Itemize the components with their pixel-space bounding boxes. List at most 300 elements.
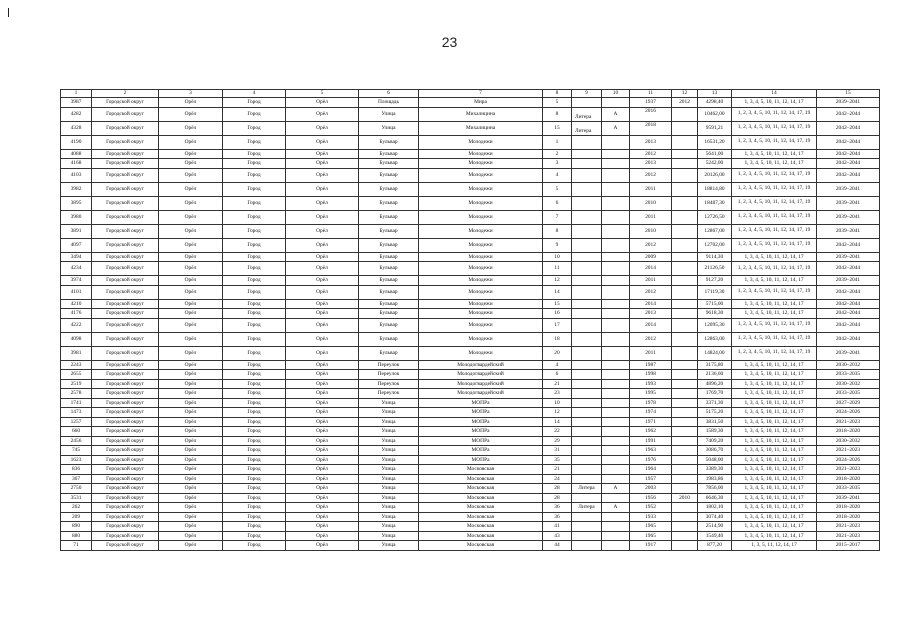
cell-street-type: Улица (359, 408, 419, 418)
cell-municipality-name: Орёл (159, 474, 223, 484)
cell-letter-label: Литера (572, 503, 602, 513)
cell-repair-period: 2042–2044 (817, 332, 880, 346)
cell-house-number: 2 (543, 149, 572, 159)
cell-repair-period: 2039–2041 (817, 210, 880, 224)
cell-settlement-name: Орёл (286, 182, 359, 196)
cell-record-id: 4168 (61, 159, 92, 169)
cell-street-type: Улица (359, 121, 419, 135)
cell-settlement-type: Город (223, 465, 286, 475)
cell-municipality-type: Городской округ (92, 121, 159, 135)
cell-work-types: 1, 3, 4, 5, 10, 11, 12, 14, 17 (732, 493, 817, 503)
column-header: 5 (286, 90, 359, 98)
cell-total-area: 18814,80 (698, 182, 732, 196)
cell-municipality-name: Орёл (159, 484, 223, 494)
cell-reconstruction-year (672, 379, 698, 389)
cell-municipality-name: Орёл (159, 168, 223, 182)
cell-settlement-type: Город (223, 522, 286, 532)
cell-settlement-type: Город (223, 149, 286, 159)
cell-street-type: Улица (359, 484, 419, 494)
cell-reconstruction-year (672, 262, 698, 276)
cell-municipality-name: Орёл (159, 107, 223, 121)
cell-repair-period: 2042–2044 (817, 262, 880, 276)
cell-work-types: 1, 2, 3, 4, 5, 10, 11, 12, 14, 17, 19 (732, 168, 817, 182)
cell-municipality-name: Орёл (159, 299, 223, 309)
cell-house-number: 4 (543, 360, 572, 370)
cell-municipality-type: Городской округ (92, 503, 159, 513)
cell-municipality-name: Орёл (159, 522, 223, 532)
cell-house-number: 15 (543, 121, 572, 135)
cell-letter-value: А (602, 503, 630, 513)
cell-total-area: 3371,30 (698, 398, 732, 408)
cell-letter-label (572, 276, 602, 286)
cell-work-types: 1, 3, 4, 5, 10, 11, 12, 14, 17 (732, 370, 817, 380)
cell-total-area: 9127,20 (698, 276, 732, 286)
cell-total-area: 1549,40 (698, 531, 732, 541)
housing-registry-table (60, 89, 880, 551)
cell-total-area: 5715,00 (698, 299, 732, 309)
cell-street-name: МОПРа (419, 436, 543, 446)
cell-house-number: 43 (543, 531, 572, 541)
cell-street-name: Молодежи (419, 309, 543, 319)
cell-settlement-name: Орёл (286, 262, 359, 276)
cell-total-area: 5175,20 (698, 408, 732, 418)
cell-work-types: 1, 3, 4, 5, 10, 11, 12, 14, 17 (732, 408, 817, 418)
cell-total-area: 3074,40 (698, 512, 732, 522)
cell-letter-value (602, 493, 630, 503)
cell-municipality-type: Городской округ (92, 196, 159, 210)
cell-letter-label (572, 360, 602, 370)
cell-build-year: 1991 (630, 436, 672, 446)
cell-house-number: 31 (543, 446, 572, 456)
cell-municipality-type: Городской округ (92, 238, 159, 252)
cell-work-types: 1, 2, 3, 4, 5, 10, 11, 12, 14, 17, 19 (732, 238, 817, 252)
cell-record-id: 4328 (61, 121, 92, 135)
table-row (61, 346, 880, 360)
cell-reconstruction-year (672, 210, 698, 224)
cell-build-year: 1962 (630, 427, 672, 437)
cell-reconstruction-year (672, 299, 698, 309)
cell-build-year: 2011 (630, 276, 672, 286)
cell-municipality-type: Городской округ (92, 455, 159, 465)
cell-work-types: 1, 3, 4, 5, 10, 11, 12, 14, 17 (732, 149, 817, 159)
cell-street-name: Молодежи (419, 182, 543, 196)
table-row (61, 210, 880, 224)
cell-work-types: 1, 3, 4, 5, 10, 11, 12, 14, 17 (732, 474, 817, 484)
cell-house-number: 16 (543, 309, 572, 319)
cell-letter-value (602, 285, 630, 299)
cell-reconstruction-year (672, 346, 698, 360)
cell-work-types: 1, 3, 4, 5, 10, 11, 12, 14, 17 (732, 417, 817, 427)
cell-work-types: 1, 3, 4, 5, 10, 11, 12, 14, 17 (732, 360, 817, 370)
cell-settlement-type: Город (223, 417, 286, 427)
cell-record-id: 367 (61, 474, 92, 484)
cell-letter-label (572, 379, 602, 389)
cell-letter-value (602, 182, 630, 196)
column-header: 11 (630, 90, 672, 98)
cell-settlement-type: Город (223, 252, 286, 262)
cell-settlement-type: Город (223, 370, 286, 380)
cell-street-type: Улица (359, 455, 419, 465)
cell-municipality-type: Городской округ (92, 484, 159, 494)
table-row (61, 455, 880, 465)
table-row (61, 512, 880, 522)
table-row (61, 262, 880, 276)
cell-total-area: 5048,00 (698, 455, 732, 465)
cell-total-area: 9114,30 (698, 252, 732, 262)
cell-reconstruction-year (672, 455, 698, 465)
cell-municipality-name: Орёл (159, 224, 223, 238)
cell-settlement-name: Орёл (286, 455, 359, 465)
cell-settlement-name: Орёл (286, 276, 359, 286)
table-row (61, 436, 880, 446)
cell-repair-period: 2039–2041 (817, 98, 880, 108)
cell-letter-label (572, 531, 602, 541)
cell-street-type: Бульвар (359, 224, 419, 238)
cell-settlement-name: Орёл (286, 370, 359, 380)
cell-settlement-type: Город (223, 398, 286, 408)
cell-record-id: 3494 (61, 252, 92, 262)
cell-repair-period: 2021–2023 (817, 465, 880, 475)
cell-build-year: 1971 (630, 417, 672, 427)
cell-letter-label (572, 541, 602, 551)
cell-build-year: 2012 (630, 332, 672, 346)
cell-settlement-name: Орёл (286, 484, 359, 494)
cell-total-area: 3175,80 (698, 360, 732, 370)
cell-settlement-name: Орёл (286, 531, 359, 541)
cell-total-area: 5242,00 (698, 159, 732, 169)
cell-letter-label (572, 299, 602, 309)
cell-municipality-type: Городской округ (92, 149, 159, 159)
cell-total-area: 3389,30 (698, 465, 732, 475)
cell-street-type: Бульвар (359, 168, 419, 182)
cell-street-name: Молодежи (419, 168, 543, 182)
cell-build-year: 1995 (630, 389, 672, 399)
cell-letter-value (602, 389, 630, 399)
cell-total-area: 1983,86 (698, 474, 732, 484)
cell-reconstruction-year (672, 417, 698, 427)
cell-settlement-name: Орёл (286, 541, 359, 551)
table-row (61, 417, 880, 427)
cell-reconstruction-year (672, 522, 698, 532)
cell-settlement-name: Орёл (286, 210, 359, 224)
cell-settlement-type: Город (223, 455, 286, 465)
cell-municipality-type: Городской округ (92, 309, 159, 319)
cell-total-area: 12863,00 (698, 332, 732, 346)
cell-settlement-type: Город (223, 318, 286, 332)
cell-municipality-name: Орёл (159, 531, 223, 541)
cell-street-type: Улица (359, 512, 419, 522)
cell-reconstruction-year (672, 107, 698, 121)
cell-street-name: МОПРа (419, 417, 543, 427)
cell-house-number: 3 (543, 159, 572, 169)
cell-record-id: 2243 (61, 360, 92, 370)
cell-letter-value (602, 370, 630, 380)
cell-municipality-type: Городской округ (92, 318, 159, 332)
cell-street-type: Бульвар (359, 149, 419, 159)
cell-house-number: 23 (543, 389, 572, 399)
cell-reconstruction-year (672, 121, 698, 135)
cell-municipality-name: Орёл (159, 346, 223, 360)
cell-record-id: 3982 (61, 182, 92, 196)
cell-build-year: 2016 (630, 107, 672, 121)
cell-municipality-name: Орёл (159, 98, 223, 108)
table-row (61, 224, 880, 238)
cell-house-number: 21 (543, 465, 572, 475)
header-row (61, 90, 880, 98)
cell-house-number: 9 (543, 238, 572, 252)
cell-reconstruction-year: 2010 (672, 493, 698, 503)
cell-settlement-name: Орёл (286, 408, 359, 418)
cell-municipality-name: Орёл (159, 360, 223, 370)
cell-municipality-name: Орёл (159, 121, 223, 135)
cell-street-name: Молодогвардейский (419, 360, 543, 370)
table-row (61, 107, 880, 121)
cell-street-type: Улица (359, 503, 419, 513)
cell-letter-label (572, 522, 602, 532)
column-header: 7 (419, 90, 543, 98)
cell-work-types: 1, 2, 3, 4, 5, 10, 11, 12, 14, 17, 19 (732, 107, 817, 121)
cell-repair-period: 2018–2020 (817, 427, 880, 437)
cell-municipality-type: Городской округ (92, 427, 159, 437)
cell-house-number: 10 (543, 398, 572, 408)
cell-work-types: 1, 2, 3, 4, 5, 10, 11, 12, 14, 17, 19 (732, 332, 817, 346)
cell-street-type: Бульвар (359, 318, 419, 332)
cell-record-id: 2750 (61, 484, 92, 494)
cell-work-types: 1, 2, 3, 4, 5, 10, 11, 12, 14, 17, 19 (732, 121, 817, 135)
cell-street-type: Бульвар (359, 182, 419, 196)
table-row (61, 168, 880, 182)
cell-work-types: 1, 2, 3, 4, 5, 10, 11, 12, 14, 17, 19 (732, 224, 817, 238)
table-row (61, 370, 880, 380)
cell-repair-period: 2042–2044 (817, 299, 880, 309)
cell-street-name: Михалицина (419, 107, 543, 121)
cell-reconstruction-year (672, 238, 698, 252)
cell-letter-label (572, 346, 602, 360)
cell-municipality-name: Орёл (159, 512, 223, 522)
cell-house-number: 14 (543, 417, 572, 427)
cell-house-number: 6 (543, 196, 572, 210)
table-row (61, 360, 880, 370)
cell-municipality-type: Городской округ (92, 531, 159, 541)
cell-letter-value (602, 276, 630, 286)
cell-street-type: Бульвар (359, 299, 419, 309)
cell-settlement-type: Город (223, 512, 286, 522)
column-header: 9 (572, 90, 602, 98)
cell-letter-value (602, 531, 630, 541)
cell-municipality-type: Городской округ (92, 370, 159, 380)
cell-house-number: 5 (543, 182, 572, 196)
cell-reconstruction-year (672, 541, 698, 551)
cell-house-number: 8 (543, 107, 572, 121)
cell-street-name: Молодежи (419, 159, 543, 169)
cell-build-year: 1952 (630, 503, 672, 513)
cell-street-type: Улица (359, 107, 419, 121)
cell-street-type: Бульвар (359, 238, 419, 252)
cell-letter-label (572, 446, 602, 456)
cell-municipality-type: Городской округ (92, 182, 159, 196)
cell-settlement-type: Город (223, 493, 286, 503)
cell-reconstruction-year (672, 135, 698, 149)
cell-municipality-type: Городской округ (92, 262, 159, 276)
cell-repair-period: 2021–2023 (817, 522, 880, 532)
cell-repair-period: 2030–2032 (817, 379, 880, 389)
cell-build-year: 2013 (630, 309, 672, 319)
cell-build-year: 1976 (630, 455, 672, 465)
cell-record-id: 71 (61, 541, 92, 551)
cell-repair-period: 2018–2020 (817, 512, 880, 522)
cell-settlement-name: Орёл (286, 285, 359, 299)
cell-work-types: 1, 3, 4, 5, 10, 11, 12, 14, 17 (732, 446, 817, 456)
cell-house-number: 28 (543, 484, 572, 494)
cell-work-types: 1, 3, 4, 5, 10, 11, 12, 14, 17 (732, 522, 817, 532)
table-row (61, 121, 880, 135)
cell-work-types: 1, 3, 4, 5, 10, 11, 12, 14, 17 (732, 398, 817, 408)
column-header: 3 (159, 90, 223, 98)
cell-build-year: 1965 (630, 522, 672, 532)
cell-repair-period: 2039–2041 (817, 252, 880, 262)
cell-total-area: 3086,70 (698, 446, 732, 456)
cell-record-id: 880 (61, 531, 92, 541)
cell-settlement-type: Город (223, 262, 286, 276)
cell-municipality-type: Городской округ (92, 417, 159, 427)
cell-street-type: Бульвар (359, 276, 419, 286)
cell-letter-label (572, 210, 602, 224)
cell-house-number: 7 (543, 210, 572, 224)
cell-street-name: МОПРа (419, 408, 543, 418)
cell-repair-period: 2039–2041 (817, 276, 880, 286)
cell-reconstruction-year (672, 389, 698, 399)
cell-build-year: 1974 (630, 408, 672, 418)
cell-repair-period: 2039–2041 (817, 182, 880, 196)
cell-municipality-type: Городской округ (92, 276, 159, 286)
cell-letter-label: Литера (572, 121, 602, 135)
cell-municipality-type: Городской округ (92, 346, 159, 360)
table-row (61, 332, 880, 346)
cell-settlement-type: Город (223, 541, 286, 551)
cell-municipality-name: Орёл (159, 285, 223, 299)
cell-letter-label (572, 398, 602, 408)
cell-record-id: 2519 (61, 379, 92, 389)
cell-settlement-type: Город (223, 503, 286, 513)
cell-settlement-type: Город (223, 121, 286, 135)
cell-repair-period: 2030–2032 (817, 360, 880, 370)
cell-settlement-name: Орёл (286, 398, 359, 408)
cell-letter-label (572, 285, 602, 299)
cell-settlement-name: Орёл (286, 318, 359, 332)
cell-street-name: Московская (419, 503, 543, 513)
cell-municipality-name: Орёл (159, 436, 223, 446)
cell-house-number: 1 (543, 135, 572, 149)
cell-work-types: 1, 2, 3, 4, 5, 10, 11, 12, 14, 17, 19 (732, 196, 817, 210)
cell-letter-value (602, 98, 630, 108)
cell-house-number: 6 (543, 370, 572, 380)
cell-total-area: 18487,30 (698, 196, 732, 210)
cell-work-types: 1, 3, 4, 5, 10, 11, 12, 14, 17 (732, 276, 817, 286)
table-row (61, 318, 880, 332)
cell-settlement-name: Орёл (286, 159, 359, 169)
cell-reconstruction-year (672, 285, 698, 299)
cell-settlement-name: Орёл (286, 493, 359, 503)
cell-repair-period: 2039–2041 (817, 493, 880, 503)
cell-letter-label (572, 474, 602, 484)
table-row (61, 522, 880, 532)
cell-build-year: 2010 (630, 224, 672, 238)
table-row (61, 238, 880, 252)
cell-build-year: 1957 (630, 474, 672, 484)
cell-work-types: 1, 2, 3, 4, 5, 10, 11, 12, 14, 17, 19 (732, 135, 817, 149)
cell-municipality-type: Городской округ (92, 332, 159, 346)
cell-municipality-type: Городской округ (92, 168, 159, 182)
cell-house-number: 20 (543, 346, 572, 360)
cell-settlement-name: Орёл (286, 427, 359, 437)
table-body (61, 98, 880, 551)
cell-repair-period: 2021–2023 (817, 446, 880, 456)
cell-municipality-name: Орёл (159, 159, 223, 169)
table-row (61, 299, 880, 309)
cell-street-type: Площадь (359, 98, 419, 108)
cell-municipality-name: Орёл (159, 318, 223, 332)
cell-reconstruction-year (672, 149, 698, 159)
cell-settlement-type: Город (223, 98, 286, 108)
cell-total-area: 12702,00 (698, 238, 732, 252)
cell-letter-value (602, 332, 630, 346)
cell-settlement-type: Город (223, 107, 286, 121)
cell-municipality-name: Орёл (159, 238, 223, 252)
cell-street-name: Молодежи (419, 196, 543, 210)
cell-municipality-type: Городской округ (92, 493, 159, 503)
cell-reconstruction-year (672, 224, 698, 238)
cell-letter-value: А (602, 121, 630, 135)
cell-letter-value (602, 309, 630, 319)
cell-municipality-type: Городской округ (92, 299, 159, 309)
cell-street-name: Молодогвардейский (419, 370, 543, 380)
cell-settlement-type: Город (223, 408, 286, 418)
cell-street-type: Бульвар (359, 346, 419, 360)
cell-letter-value (602, 522, 630, 532)
cell-letter-label (572, 512, 602, 522)
cell-reconstruction-year (672, 196, 698, 210)
cell-total-area: 4896,20 (698, 379, 732, 389)
cell-letter-label (572, 408, 602, 418)
table-row (61, 98, 880, 108)
cell-settlement-name: Орёл (286, 121, 359, 135)
column-header: 10 (602, 90, 630, 98)
cell-total-area: 7409,20 (698, 436, 732, 446)
table-row (61, 135, 880, 149)
cell-record-id: 3891 (61, 224, 92, 238)
cell-house-number: 8 (543, 224, 572, 238)
cell-house-number: 36 (543, 512, 572, 522)
cell-total-area: 1769,70 (698, 389, 732, 399)
cell-settlement-type: Город (223, 196, 286, 210)
cell-settlement-type: Город (223, 346, 286, 360)
cell-work-types: 1, 3, 4, 5, 10, 11, 12, 14, 17 (732, 252, 817, 262)
cell-street-name: Молодежи (419, 262, 543, 276)
cell-record-id: 1257 (61, 417, 92, 427)
cell-house-number: 10 (543, 252, 572, 262)
cell-letter-label (572, 309, 602, 319)
cell-build-year: 1978 (630, 398, 672, 408)
cell-settlement-name: Орёл (286, 360, 359, 370)
cell-reconstruction-year (672, 512, 698, 522)
cell-house-number: 44 (543, 541, 572, 551)
cell-street-name: Молодежи (419, 238, 543, 252)
cell-street-name: Молодежи (419, 299, 543, 309)
cell-letter-label (572, 262, 602, 276)
cell-settlement-type: Город (223, 531, 286, 541)
cell-municipality-type: Городской округ (92, 474, 159, 484)
cell-municipality-type: Городской округ (92, 98, 159, 108)
